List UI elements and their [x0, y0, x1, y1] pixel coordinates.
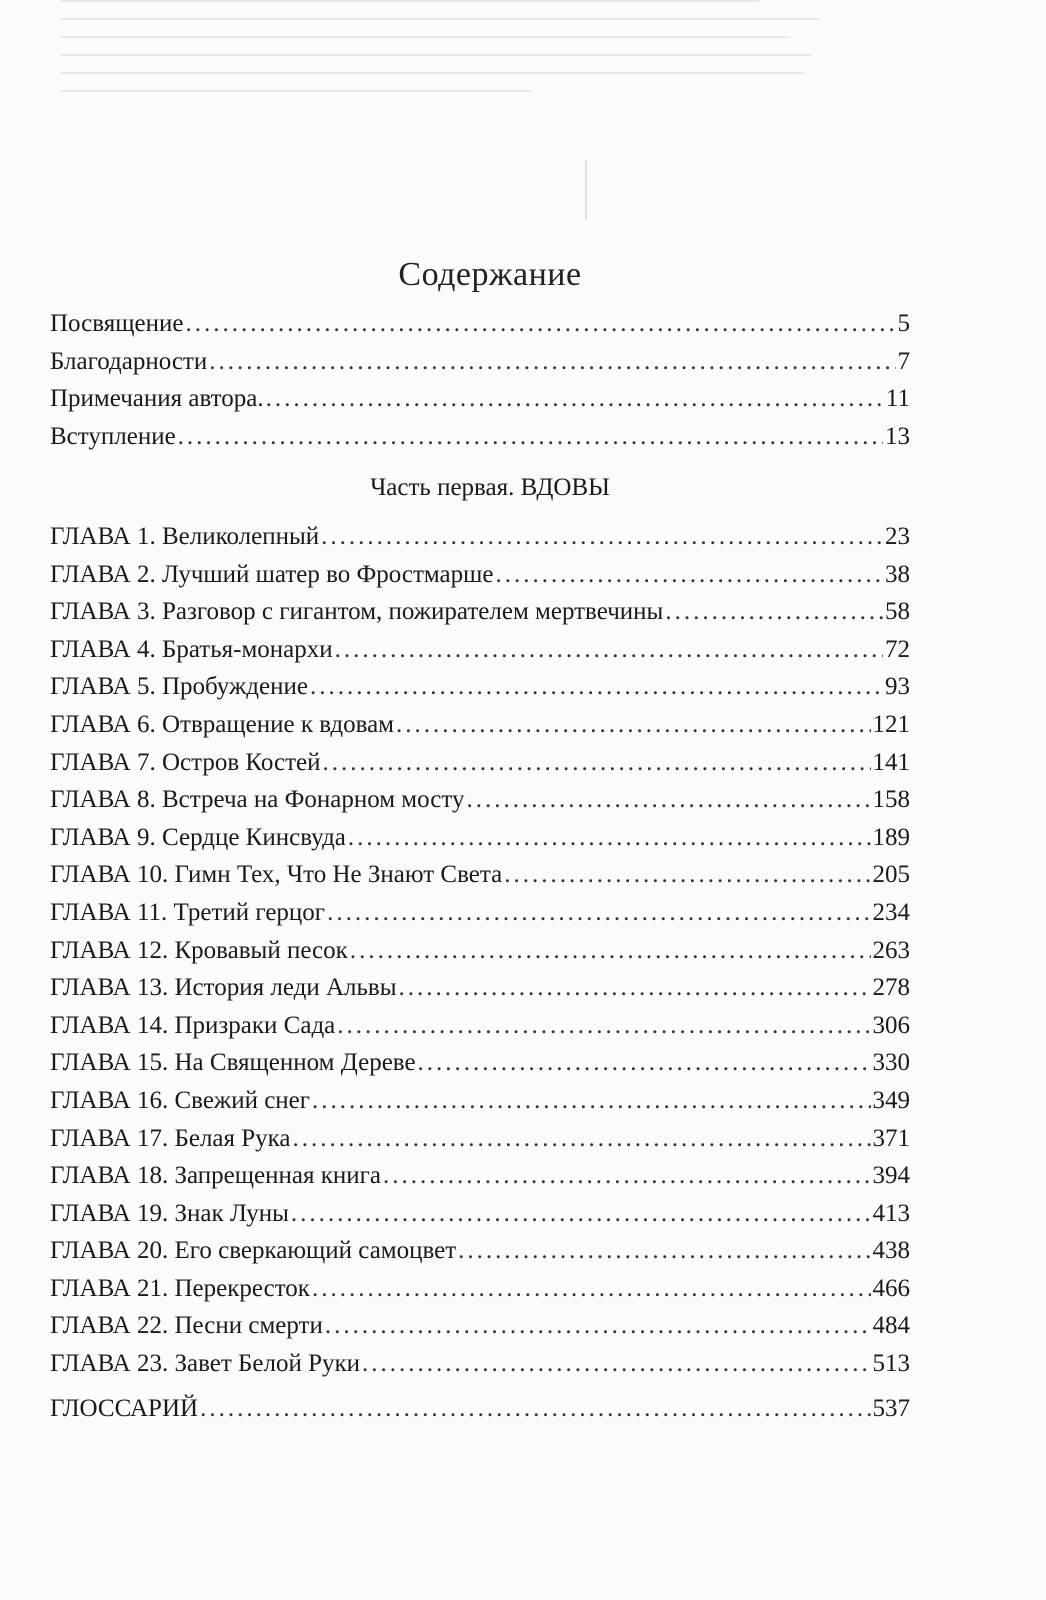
dot-leader [310, 668, 883, 706]
toc-entry [50, 819, 910, 857]
toc-entry-title: ГЛАВА 13. История леди Альвы [50, 974, 397, 1002]
toc-entry-page-number: 23 [885, 523, 910, 550]
toc-entry-page-number: 72 [885, 635, 910, 663]
dot-leader [312, 1270, 871, 1308]
toc-entry-title: ГЛАВА 5. Пробуждение [50, 673, 308, 701]
toc-entry [50, 856, 910, 894]
toc-entry-page-number: 537 [872, 1395, 910, 1422]
toc-entry-page-number: 466 [872, 1274, 910, 1302]
toc-entry [50, 894, 910, 932]
toc-entry-page-number: 394 [872, 1162, 910, 1190]
toc-entry-page-number: 189 [872, 823, 910, 851]
toc-entry-title: Посвящение [50, 310, 184, 337]
dot-leader [312, 1082, 870, 1120]
toc-entry-page-number: 438 [872, 1237, 910, 1265]
toc-entry [50, 668, 910, 706]
dot-leader [266, 380, 884, 418]
toc-entry-title: ГЛАВА 17. Белая Рука [50, 1124, 291, 1152]
dot-leader [362, 1345, 870, 1383]
dot-leader [337, 1007, 870, 1045]
toc-entry [50, 1007, 910, 1045]
dot-leader [178, 418, 883, 456]
toc-entry-page-number: 205 [872, 861, 910, 889]
toc-entry-title: ГЛАВА 9. Сердце Кинсвуда [50, 823, 346, 851]
toc-entry-page-number: 371 [872, 1124, 910, 1152]
dot-leader [383, 1157, 871, 1195]
toc-entry [50, 1195, 910, 1233]
toc-entry-page-number: 58 [885, 598, 910, 626]
toc-entry [50, 1082, 910, 1120]
toc-entry [50, 1232, 910, 1270]
toc-entry-title: ГЛАВА 15. На Священном Дереве [50, 1049, 416, 1077]
toc-entry-page-number: 13 [885, 422, 910, 450]
toc-entry-page-number: 330 [872, 1049, 910, 1077]
toc-entry-title: ГЛАВА 21. Перекресток [50, 1274, 310, 1302]
toc-entry-page-number: 513 [872, 1350, 910, 1378]
dot-leader [200, 1390, 870, 1428]
toc-entry-page-number: 141 [872, 748, 910, 776]
dot-leader [458, 1232, 870, 1270]
toc-entry [50, 1390, 910, 1428]
toc-entry-title: Вступление [50, 422, 176, 450]
toc-entry-title: ГЛАВА 2. Лучший шатер во Фростмарше [50, 560, 494, 588]
toc-entry-title: ГЛАВА 12. Кровавый песок [50, 936, 348, 964]
toc-entry [50, 932, 910, 970]
toc-entry-page-number: 121 [872, 710, 910, 738]
dot-leader [396, 706, 870, 744]
contents-title: Содержание [398, 256, 582, 293]
toc-entry [50, 1345, 910, 1383]
toc-entry-title: ГЛАВА 10. Гимн Тех, Что Не Знают Света [50, 861, 503, 889]
toc-entry [50, 744, 910, 782]
toc-entry-title: ГЛАВА 14. Призраки Сада [50, 1011, 336, 1039]
dot-leader [466, 781, 870, 819]
dot-leader [418, 1044, 871, 1082]
dot-leader [350, 932, 871, 970]
dot-leader [504, 856, 870, 894]
dot-leader [322, 744, 870, 782]
toc-entry [50, 706, 910, 744]
dot-leader [348, 819, 871, 857]
dot-leader [321, 518, 883, 556]
toc-entry-page-number: 5 [897, 310, 910, 337]
dot-leader [327, 894, 870, 932]
toc-entry [50, 418, 910, 456]
toc-entry-title: Благодарности [50, 347, 208, 375]
toc-entry-page-number: 158 [872, 786, 910, 814]
toc-entry-title: ГЛАВА 11. Третий герцог [50, 898, 326, 926]
toc-entry [50, 593, 910, 631]
part-title: Часть первая. ВДОВЫ [370, 474, 610, 501]
show-through-text [60, 0, 820, 150]
toc-entry [50, 1120, 910, 1158]
toc-entry [50, 1270, 910, 1308]
dot-leader [335, 631, 883, 669]
toc-entry-page-number: 234 [872, 898, 910, 926]
dot-leader [665, 593, 883, 631]
toc-entry-page-number: 7 [897, 347, 910, 375]
dot-leader [398, 969, 870, 1007]
dot-leader [209, 343, 895, 381]
back-matter-list [50, 1390, 910, 1428]
toc-entry [50, 518, 910, 556]
toc-entry-title: ГЛАВА 19. Знак Луны [50, 1199, 289, 1227]
dot-leader [293, 1120, 871, 1158]
toc-entry-page-number: 38 [885, 560, 910, 588]
dot-leader [496, 556, 884, 594]
dot-leader [291, 1195, 871, 1233]
toc-entry [50, 1044, 910, 1082]
toc-entry [50, 1307, 910, 1345]
toc-entry-page-number: 413 [872, 1199, 910, 1227]
toc-entry [50, 631, 910, 669]
toc-entry-title: ГЛОССАРИЙ [50, 1395, 199, 1422]
toc-entry-page-number: 349 [872, 1086, 910, 1114]
toc-entry [50, 969, 910, 1007]
toc-entry-title: ГЛАВА 23. Завет Белой Руки [50, 1350, 361, 1378]
chapter-list [50, 518, 910, 1383]
toc-entry-title: ГЛАВА 7. Остров Костей [50, 748, 321, 776]
toc-entry-page-number: 263 [872, 936, 910, 964]
dot-leader [185, 305, 895, 343]
toc-entry-title: ГЛАВА 22. Песни смерти [50, 1312, 323, 1340]
dot-leader [325, 1307, 871, 1345]
toc-entry-title: ГЛАВА 20. Его сверкающий самоцвет [50, 1237, 457, 1265]
toc-entry-page-number: 278 [872, 974, 910, 1002]
toc-entry [50, 380, 910, 418]
toc-entry-page-number: 93 [885, 673, 910, 701]
toc-entry-title: ГЛАВА 1. Великолепный [50, 523, 320, 550]
toc-entry [50, 781, 910, 819]
toc-entry [50, 343, 910, 381]
toc-entry-page-number: 306 [872, 1011, 910, 1039]
toc-entry-title: ГЛАВА 6. Отвращение к вдовам [50, 710, 395, 738]
toc-entry-title: ГЛАВА 18. Запрещенная книга [50, 1162, 381, 1190]
toc-entry-page-number: 11 [885, 385, 910, 413]
front-matter-list [50, 305, 910, 455]
toc-entry-title: ГЛАВА 16. Свежий снег [50, 1086, 311, 1114]
toc-entry [50, 305, 910, 343]
toc-entry-title: Примечания автора. [50, 385, 264, 413]
show-through-mark [585, 160, 587, 220]
toc-entry [50, 556, 910, 594]
toc-entry-title: ГЛАВА 8. Встреча на Фонарном мосту [50, 786, 465, 814]
toc-entry-title: ГЛАВА 4. Братья-монархи [50, 635, 333, 663]
toc-entry [50, 1157, 910, 1195]
toc-entry-title: ГЛАВА 3. Разговор с гигантом, пожирателем мертвечины [50, 598, 664, 626]
toc-entry-page-number: 484 [872, 1312, 910, 1340]
